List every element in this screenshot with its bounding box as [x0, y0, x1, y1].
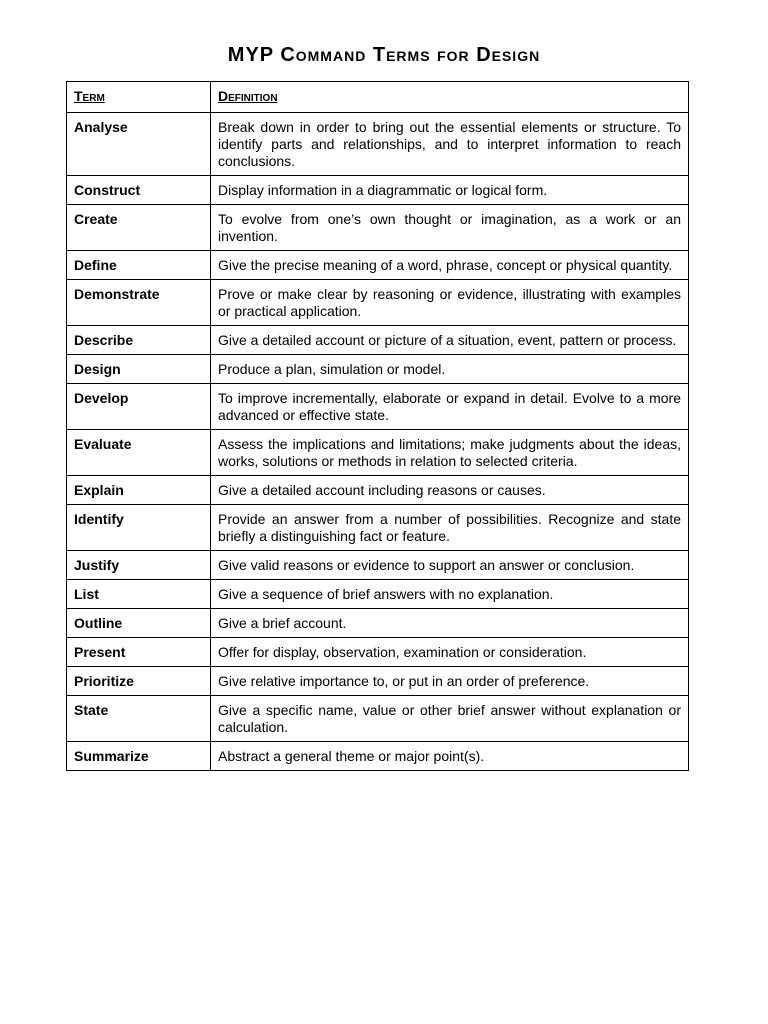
table-row	[67, 667, 689, 696]
table-row	[67, 176, 689, 205]
definition-cell: Provide an answer from a number of possibilities. Recognize and state briefly a distinguishing fact or feature.	[211, 505, 689, 551]
table-row	[67, 205, 689, 251]
term-cell: Describe	[67, 326, 211, 355]
table-row	[67, 742, 689, 771]
definition-cell: Assess the implications and limitations; make judgments about the ideas, works, solutions or methods in relation to selected criteria.	[211, 430, 689, 476]
command-terms-table	[66, 81, 689, 771]
term-cell: Prioritize	[67, 667, 211, 696]
definition-cell: To improve incrementally, elaborate or expand in detail. Evolve to a more advanced or effective state.	[211, 384, 689, 430]
table-row	[67, 113, 689, 176]
column-header-term	[67, 82, 211, 113]
table-row	[67, 430, 689, 476]
term-cell: List	[67, 580, 211, 609]
definition-cell: Offer for display, observation, examination or consideration.	[211, 638, 689, 667]
table-row	[67, 696, 689, 742]
term-cell: Design	[67, 355, 211, 384]
term-cell: Create	[67, 205, 211, 251]
table-row	[67, 505, 689, 551]
table-row	[67, 280, 689, 326]
table-row	[67, 355, 689, 384]
table-row	[67, 609, 689, 638]
table-row	[67, 638, 689, 667]
definition-cell: Give a brief account.	[211, 609, 689, 638]
definition-cell: Give relative importance to, or put in an order of preference.	[211, 667, 689, 696]
term-cell: Explain	[67, 476, 211, 505]
definition-cell: Give a specific name, value or other brief answer without explanation or calculation.	[211, 696, 689, 742]
definition-cell: Break down in order to bring out the essential elements or structure. To identify parts and relationships, and to interpret information to reach conclusions.	[211, 113, 689, 176]
definition-cell: Give the precise meaning of a word, phrase, concept or physical quantity.	[211, 251, 689, 280]
term-cell: Demonstrate	[67, 280, 211, 326]
term-cell: Analyse	[67, 113, 211, 176]
definition-cell: Give a detailed account or picture of a situation, event, pattern or process.	[211, 326, 689, 355]
definition-cell: Display information in a diagrammatic or logical form.	[211, 176, 689, 205]
definition-cell: Give valid reasons or evidence to support an answer or conclusion.	[211, 551, 689, 580]
table-row	[67, 384, 689, 430]
term-cell: Justify	[67, 551, 211, 580]
definition-cell: Abstract a general theme or major point(s).	[211, 742, 689, 771]
term-cell: Evaluate	[67, 430, 211, 476]
table-row	[67, 580, 689, 609]
table-header-row	[67, 82, 689, 113]
term-cell: Develop	[67, 384, 211, 430]
term-cell: Define	[67, 251, 211, 280]
column-header-definition	[211, 82, 689, 113]
term-cell: Construct	[67, 176, 211, 205]
column-header-term-label: Term	[74, 88, 105, 104]
column-header-definition-label: Definition	[218, 88, 278, 104]
page-title: MYP Command Terms for Design	[227, 44, 541, 66]
term-cell: State	[67, 696, 211, 742]
term-cell: Summarize	[67, 742, 211, 771]
term-cell: Outline	[67, 609, 211, 638]
definition-cell: Produce a plan, simulation or model.	[211, 355, 689, 384]
term-cell: Identify	[67, 505, 211, 551]
table-row	[67, 251, 689, 280]
table-row	[67, 326, 689, 355]
table-row	[67, 551, 689, 580]
definition-cell: Prove or make clear by reasoning or evidence, illustrating with examples or practical application.	[211, 280, 689, 326]
definition-cell: To evolve from one’s own thought or imagination, as a work or an invention.	[211, 205, 689, 251]
definition-cell: Give a detailed account including reasons or causes.	[211, 476, 689, 505]
term-cell: Present	[67, 638, 211, 667]
definition-cell: Give a sequence of brief answers with no explanation.	[211, 580, 689, 609]
table-row	[67, 476, 689, 505]
